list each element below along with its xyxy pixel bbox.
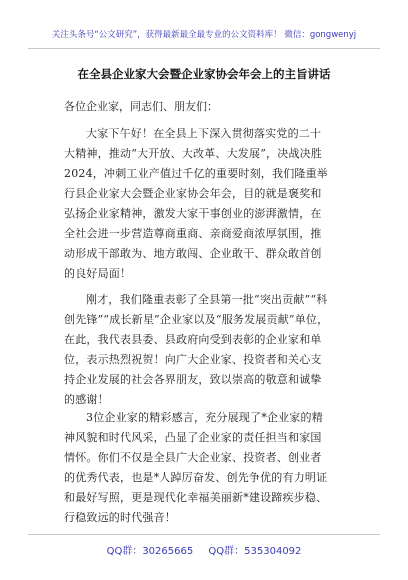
- qq-group-1: QQ群：30265665: [106, 546, 194, 557]
- greeting: 各位企业家，同志们、朋友们：: [64, 100, 218, 113]
- footer: [0, 542, 408, 557]
- paragraph-1: 大家下午好！在全县上下深入贯彻落实党的二十大精神，推动“大开放、大改革、大发展”，决战决胜2024，冲刺工业产值过千亿的重要时刻，我们隆重举行县企业家大会暨企业家协会年会，目的就是褒奖和弘扬企业家精神，激发大家干事创业的澎湃激情，在全社会进一步营造尊商重商、亲商爱商浓厚氛围，推动形成干部敢为、地方敢闯、企业敢干、群众敢首创的良好局面！: [64, 127, 328, 280]
- header-divider: [28, 48, 380, 49]
- paragraph-3: 3位企业家的精彩感言，充分展现了*企业家的精神风貌和时代风采，凸显了企业家的责任担当和家国情怀。你们不仅是全县广大企业家、投资者、创业者的优秀代表，也是*人踔厉奋发、创先争优的有力明证和最好写照，更是现代化幸福美丽新*建设蹄疾步稳、行稳致远的时代强音！: [64, 411, 328, 524]
- qq-group-2: QQ群：535304092: [208, 546, 302, 557]
- footer-divider: [28, 534, 380, 535]
- document-title: 在全县企业家大会暨企业家协会年会上的主旨讲话: [77, 67, 331, 81]
- header-banner: 关注头条号“公文研究”，获得最新最全最专业的公文资料库！ 微信：gongwenyj: [51, 30, 357, 40]
- paragraph-2: 刚才，我们隆重表彰了全县第一批“突出贡献”“科创先锋”“成长新星”企业家以及“服务发展贡献”单位，在此，我代表县委、县政府向受到表彰的企业家和单位，表示热烈祝贺！向广大企业家、投资者和关心支持企业发展的社会各界朋友，致以崇高的敬意和诚挚的感谢！: [64, 293, 329, 406]
